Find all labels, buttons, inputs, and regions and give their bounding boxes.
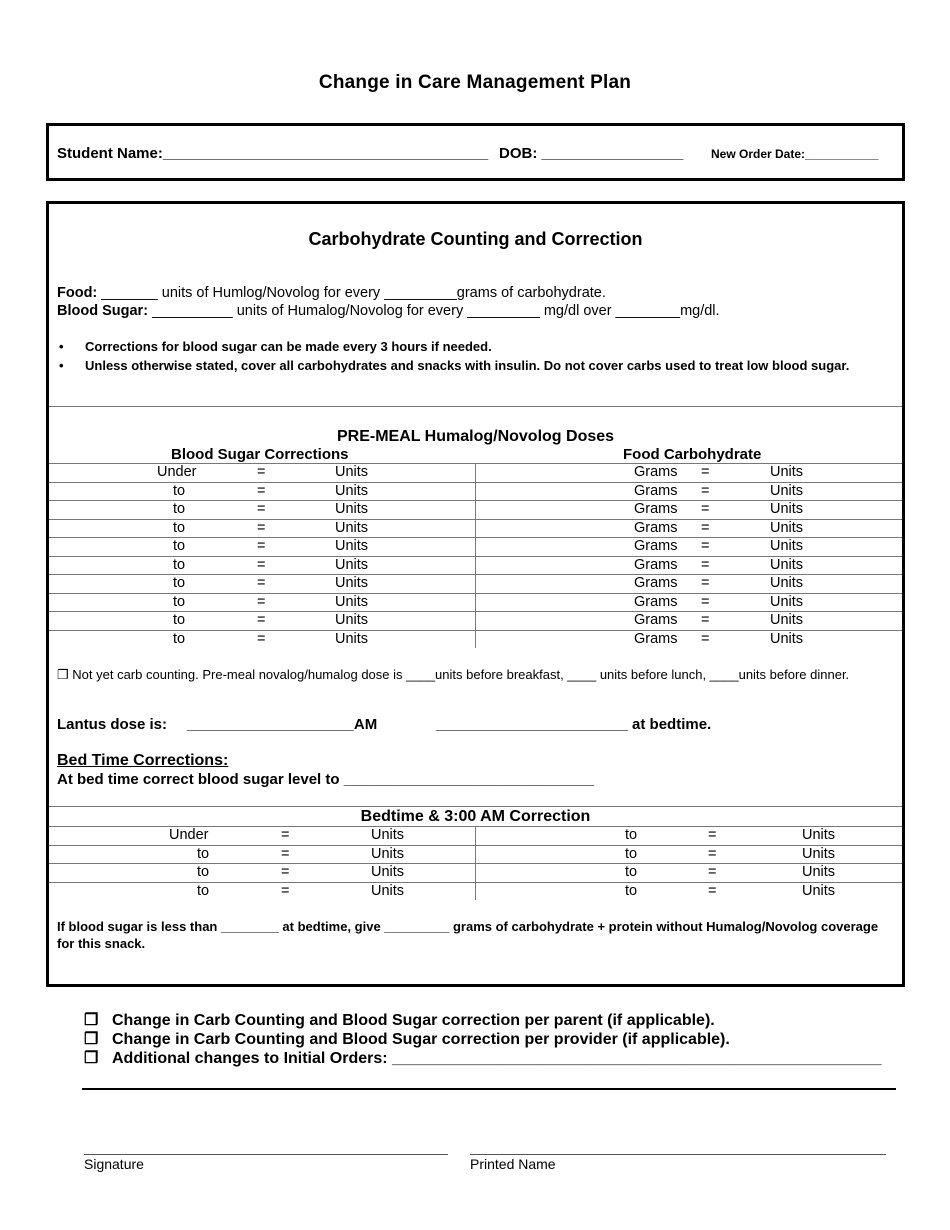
units-label: Units — [371, 845, 405, 862]
equals-sign: = — [708, 827, 717, 843]
range-label: Grams — [634, 501, 678, 517]
carb-counting-box — [46, 201, 905, 987]
dob-label: DOB: — [499, 145, 538, 162]
premeal-heading: PRE-MEAL Humalog/Novolog Doses — [336, 428, 615, 445]
equals-sign: = — [701, 464, 710, 480]
right-cell[interactable] — [476, 864, 903, 883]
signature-label: Signature — [84, 1156, 144, 1172]
table-row — [49, 538, 902, 557]
dob-blank[interactable]: _________________ — [541, 145, 684, 162]
range-label: Grams — [634, 612, 678, 628]
equals-sign: = — [708, 882, 717, 899]
equals-sign: = — [281, 882, 290, 899]
units-label: Units — [802, 882, 836, 899]
range-label: Under — [157, 464, 197, 480]
table-row — [49, 575, 902, 594]
range-label: to — [173, 575, 186, 591]
table-row — [49, 630, 902, 648]
right-cell[interactable] — [476, 845, 903, 864]
range-label: to — [173, 612, 186, 628]
units-label: Units — [770, 519, 804, 536]
left-cell[interactable] — [49, 612, 476, 631]
left-cell[interactable] — [49, 864, 476, 883]
table-row — [49, 556, 902, 575]
table-row — [49, 501, 902, 520]
blood-sugar-text[interactable]: __________ units of Humalog/Novolog for every _________ mg/dl over ________mg/dl. — [152, 303, 720, 319]
units-label: Units — [371, 827, 405, 843]
range-label: Grams — [634, 630, 678, 647]
equals-sign: = — [257, 593, 266, 610]
right-cell[interactable] — [476, 538, 903, 557]
not-carb-counting-option[interactable] — [57, 666, 887, 683]
equals-sign: = — [701, 501, 710, 517]
units-label: Units — [335, 464, 369, 480]
additional-changes-option[interactable]: ❒ Additional changes to Initial Orders: _______________________________________________________ — [84, 1050, 882, 1067]
range-label: Grams — [634, 575, 678, 591]
divider — [49, 806, 902, 807]
units-label: Units — [770, 630, 804, 647]
food-text[interactable]: _______ units of Humlog/Novolog for every _________grams of carbohydrate. — [101, 285, 606, 301]
checkbox-icon[interactable]: ❒ — [84, 1012, 99, 1029]
lantus-bedtime-field[interactable] — [436, 716, 711, 733]
equals-sign: = — [257, 519, 266, 536]
student-name-label: Student Name: — [57, 145, 163, 162]
lantus-am-blank[interactable]: ____________________ — [187, 716, 354, 733]
left-cell[interactable] — [49, 519, 476, 538]
units-label: Units — [770, 612, 804, 628]
right-cell[interactable] — [476, 519, 903, 538]
new-order-date-label: New Order Date: — [711, 147, 806, 161]
table-row — [49, 827, 902, 846]
equals-sign: = — [701, 575, 710, 591]
range-label: to — [197, 882, 210, 899]
additional-changes-blank[interactable]: _______________________________________________________ — [392, 1050, 882, 1067]
lantus-am-label: AM — [353, 716, 378, 733]
equals-sign: = — [701, 482, 710, 499]
units-label: Units — [335, 556, 369, 573]
range-label: Under — [169, 827, 209, 843]
student-info-box — [46, 123, 905, 181]
units-label: Units — [770, 538, 804, 554]
equals-sign: = — [257, 575, 266, 591]
right-cell[interactable] — [476, 630, 903, 648]
snack-note: If blood sugar is less than ________ at bedtime, give _________ grams of carbohydrate + protein without Humalog/Novolog coverage for this snack. — [57, 919, 879, 951]
printed-name-line[interactable] — [470, 1154, 886, 1155]
range-label: to — [197, 845, 210, 862]
printed-name-label: Printed Name — [470, 1156, 556, 1172]
lantus-bedtime-label: at bedtime. — [632, 716, 712, 733]
not-carb-counting-text: Not yet carb counting. Pre-meal novalog/humalog dose is ____units before breakfast, ____ units before lunch, ____units before dinner. — [72, 667, 850, 682]
checkbox-icon[interactable]: ❒ — [84, 1050, 99, 1067]
units-label: Units — [335, 575, 369, 591]
right-cell[interactable] — [476, 556, 903, 575]
equals-sign: = — [708, 864, 717, 880]
table-row — [49, 482, 902, 501]
table-row — [49, 519, 902, 538]
units-label: Units — [335, 630, 369, 647]
signature-line[interactable] — [84, 1154, 448, 1155]
range-label: Grams — [634, 593, 678, 610]
equals-sign: = — [257, 464, 266, 480]
units-label: Units — [802, 864, 836, 880]
blood-sugar-label: Blood Sugar: — [57, 303, 149, 319]
right-cell[interactable] — [476, 464, 903, 483]
units-label: Units — [770, 575, 804, 591]
left-cell[interactable] — [49, 575, 476, 594]
lantus-label: Lantus dose is: — [57, 716, 168, 733]
bed-time-corrections-heading: Bed Time Corrections: — [57, 752, 229, 769]
equals-sign: = — [257, 482, 266, 499]
table-row — [49, 464, 902, 483]
carb-section-heading: Carbohydrate Counting and Correction — [308, 229, 643, 249]
parent-change-option[interactable]: ❒ Change in Carb Counting and Blood Sugar correction per parent (if applicable). — [84, 1012, 715, 1029]
right-cell[interactable] — [476, 575, 903, 594]
bullet-icon: • — [59, 358, 64, 373]
equals-sign: = — [701, 538, 710, 554]
table-row — [49, 612, 902, 631]
right-cell[interactable] — [476, 482, 903, 501]
units-label: Units — [335, 612, 369, 628]
student-name-field[interactable] — [57, 145, 488, 162]
left-cell[interactable] — [49, 882, 476, 900]
units-label: Units — [770, 556, 804, 573]
bed-time-correct-level[interactable]: At bed time correct blood sugar level to ______________________________ — [57, 771, 594, 788]
right-cell[interactable] — [476, 612, 903, 631]
left-cell[interactable] — [49, 827, 476, 846]
bullet-icon: • — [59, 339, 64, 354]
table-row — [49, 882, 902, 900]
table-row — [49, 845, 902, 864]
table-row — [49, 593, 902, 612]
bullet-item: • Corrections for blood sugar can be made every 3 hours if needed. — [59, 339, 492, 354]
food-line[interactable] — [57, 285, 606, 301]
right-cell[interactable] — [476, 501, 903, 520]
range-label: Grams — [634, 482, 678, 499]
bullet-item: • Unless otherwise stated, cover all carbohydrates and snacks with insulin. Do not cover carbs used to treat low blood sugar. — [59, 358, 850, 373]
student-name-blank[interactable]: _______________________________________ — [162, 145, 489, 162]
range-label: Grams — [634, 556, 678, 573]
equals-sign: = — [701, 556, 710, 573]
left-cell[interactable] — [49, 593, 476, 612]
page-title: Change in Care Management Plan — [318, 72, 632, 93]
range-label: to — [173, 519, 186, 536]
units-label: Units — [770, 482, 804, 499]
range-label: to — [625, 845, 638, 862]
units-label: Units — [371, 864, 405, 880]
right-cell[interactable] — [476, 593, 903, 612]
equals-sign: = — [701, 519, 710, 536]
units-label: Units — [770, 593, 804, 610]
blood-sugar-corrections-header: Blood Sugar Corrections — [171, 446, 349, 463]
equals-sign: = — [257, 556, 266, 573]
divider — [49, 406, 902, 407]
new-order-date-blank[interactable]: ___________ — [805, 147, 879, 161]
range-label: Grams — [634, 538, 678, 554]
range-label: to — [173, 593, 186, 610]
range-label: to — [625, 882, 638, 899]
range-label: Grams — [634, 519, 678, 536]
left-cell[interactable] — [49, 556, 476, 575]
equals-sign: = — [281, 845, 290, 862]
lantus-am-field[interactable] — [187, 716, 377, 733]
units-label: Units — [335, 519, 369, 536]
right-cell[interactable] — [476, 827, 903, 846]
checkbox-icon[interactable]: ❒ — [57, 667, 69, 682]
equals-sign: = — [257, 538, 266, 554]
range-label: to — [173, 538, 186, 554]
equals-sign: = — [708, 845, 717, 862]
lantus-bedtime-blank[interactable]: _______________________ — [436, 716, 628, 733]
units-label: Units — [335, 501, 369, 517]
units-label: Units — [335, 593, 369, 610]
bedtime-correction-table — [49, 826, 902, 900]
range-label: to — [197, 864, 210, 880]
equals-sign: = — [257, 630, 266, 647]
food-label: Food: — [57, 285, 98, 301]
table-row — [49, 864, 902, 883]
range-label: to — [173, 556, 186, 573]
food-carbohydrate-header: Food Carbohydrate — [623, 446, 762, 463]
range-label: to — [625, 827, 638, 843]
checkbox-icon[interactable]: ❒ — [84, 1031, 99, 1048]
units-label: Units — [770, 501, 804, 517]
units-label: Units — [371, 882, 405, 899]
left-cell[interactable] — [49, 630, 476, 648]
provider-change-option[interactable]: ❒ Change in Carb Counting and Blood Sugar correction per provider (if applicable). — [84, 1031, 730, 1048]
units-label: Units — [802, 827, 836, 843]
equals-sign: = — [701, 593, 710, 610]
bedtime-table-heading: Bedtime & 3:00 AM Correction — [360, 808, 591, 825]
left-cell[interactable] — [49, 845, 476, 864]
range-label: to — [173, 501, 186, 517]
range-label: to — [173, 482, 186, 499]
additional-changes-line[interactable] — [82, 1088, 896, 1090]
range-label: Grams — [634, 464, 678, 480]
range-label: to — [173, 630, 186, 647]
new-order-date-field[interactable] — [711, 147, 878, 161]
equals-sign: = — [281, 864, 290, 880]
blood-sugar-line[interactable] — [57, 303, 720, 319]
units-label: Units — [770, 464, 804, 480]
right-cell[interactable] — [476, 882, 903, 900]
left-cell[interactable] — [49, 538, 476, 557]
units-label: Units — [335, 482, 369, 499]
range-label: to — [625, 864, 638, 880]
left-cell[interactable] — [49, 482, 476, 501]
equals-sign: = — [281, 827, 290, 843]
units-label: Units — [335, 538, 369, 554]
premeal-dose-table — [49, 463, 902, 648]
equals-sign: = — [701, 630, 710, 647]
units-label: Units — [802, 845, 836, 862]
left-cell[interactable] — [49, 501, 476, 520]
equals-sign: = — [257, 501, 266, 517]
dob-field[interactable] — [499, 145, 683, 162]
equals-sign: = — [701, 612, 710, 628]
left-cell[interactable] — [49, 464, 476, 483]
equals-sign: = — [257, 612, 266, 628]
